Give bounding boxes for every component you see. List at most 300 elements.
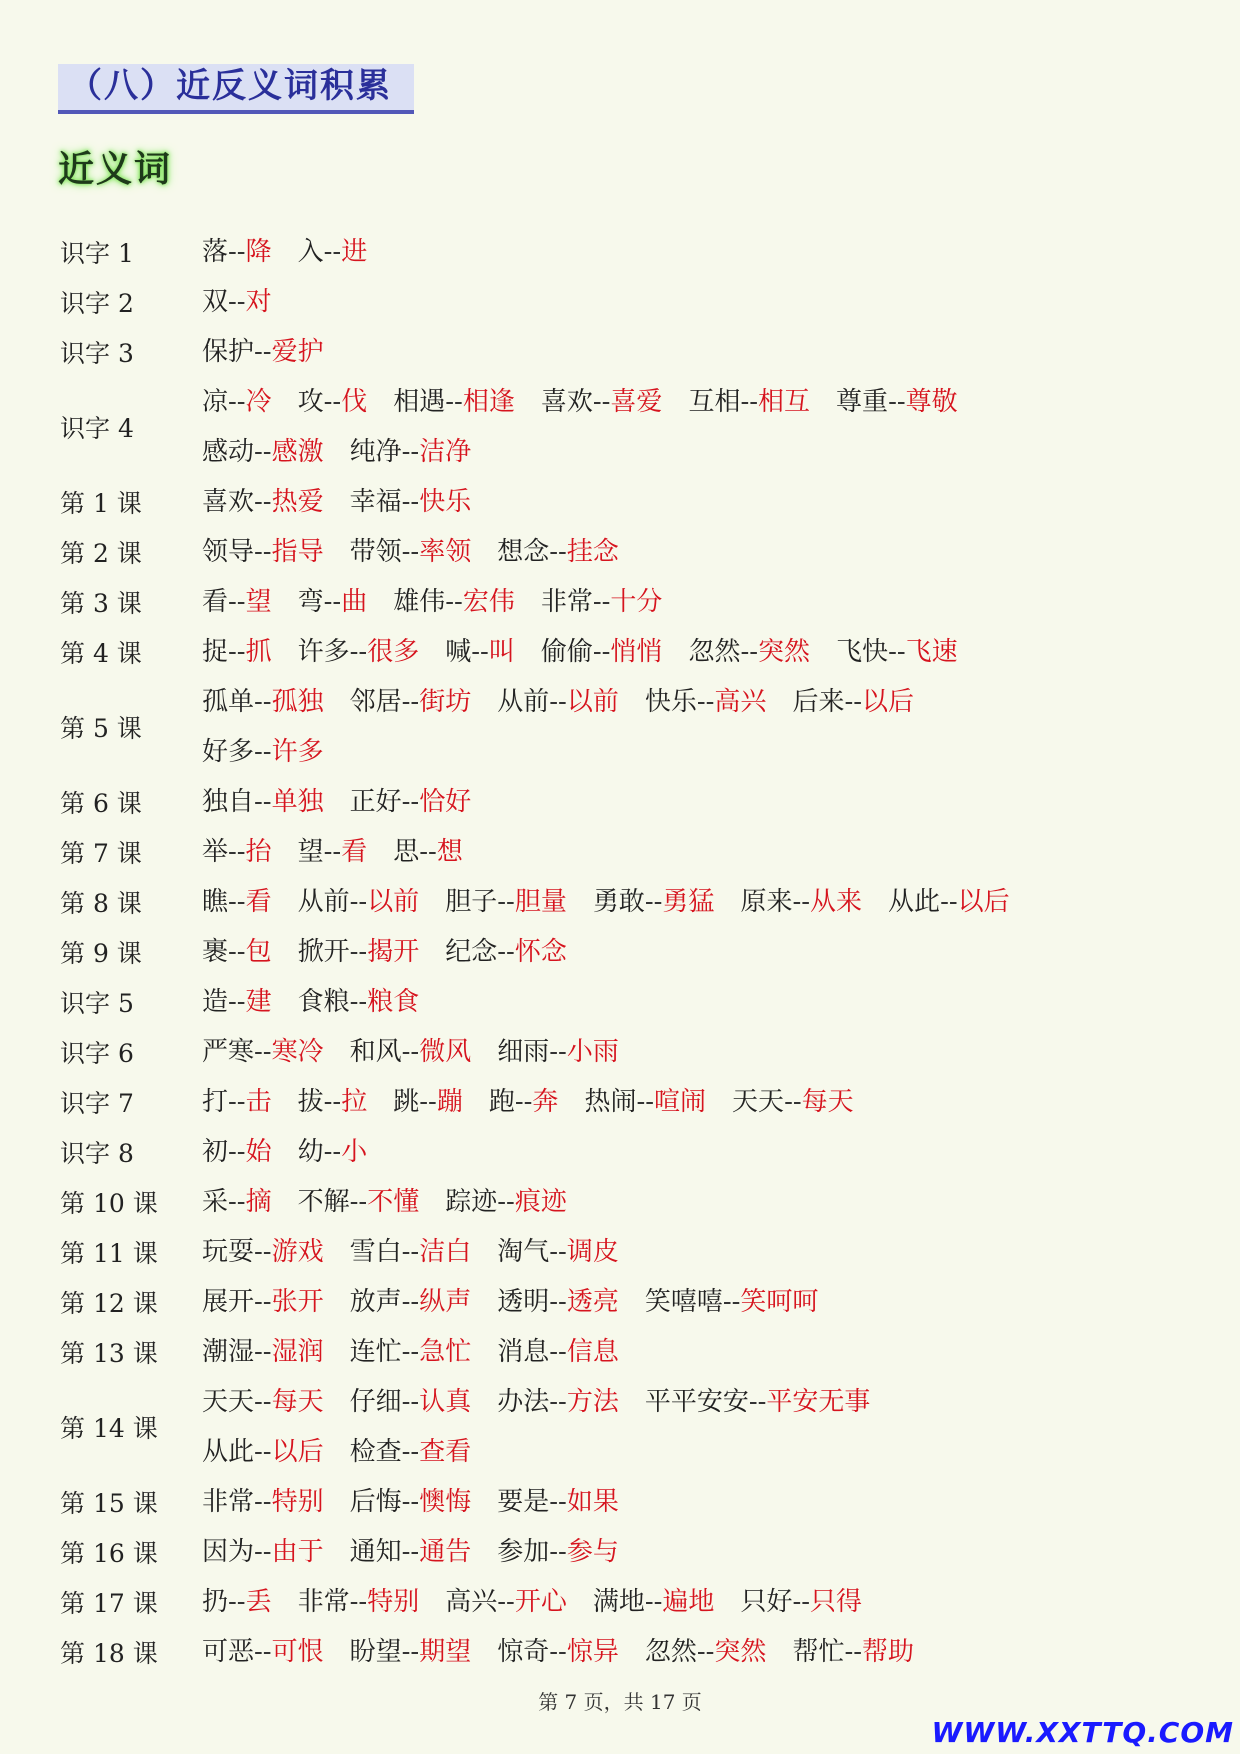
separator: -- [549,687,567,717]
separator: -- [349,1587,368,1617]
word: 从此 [202,1437,255,1467]
separator: -- [401,1637,420,1667]
lesson-label: 第 17 课 [60,1589,158,1618]
word: 裹 [202,937,229,967]
pair-line [202,877,1190,927]
synonym: 曲 [341,587,368,617]
separator: -- [254,437,272,467]
word: 喜欢 [202,487,255,517]
separator: -- [514,1087,533,1117]
synonym-pair [298,377,368,427]
word: 潮湿 [202,1337,255,1367]
synonym-pair [445,927,567,977]
lesson-label: 第 9 课 [60,939,142,968]
word-pairs [202,927,1190,977]
word-pairs [202,1077,1190,1127]
synonym: 游戏 [271,1237,324,1267]
word: 后悔 [349,1487,402,1517]
word: 正好 [349,787,402,817]
word-pairs [202,377,1190,477]
word: 忽然 [688,637,741,667]
synonym: 突然 [758,637,811,667]
word-pairs [202,1277,1190,1327]
word: 参加 [497,1537,550,1567]
lesson-row [60,627,1190,677]
lesson-label: 识字 7 [60,1089,134,1118]
synonym-pair [445,627,515,677]
separator: -- [401,487,420,517]
word: 从前 [497,687,550,717]
separator: -- [323,837,342,867]
synonym: 寒冷 [271,1037,324,1067]
separator: -- [254,1037,272,1067]
synonym: 望 [245,587,272,617]
pair-line [202,377,1190,427]
word: 透明 [497,1287,550,1317]
synonym: 看 [245,887,272,917]
lesson-row [60,677,1190,777]
separator: -- [549,537,567,567]
synonym-pair [202,577,272,627]
synonym: 指导 [271,537,324,567]
pair-line [202,1477,1190,1527]
synonym-pair [202,677,324,727]
synonym-pair [541,577,663,627]
separator: -- [228,1587,246,1617]
word-pairs [202,977,1190,1027]
separator: -- [254,1337,272,1367]
separator: -- [228,1087,246,1117]
synonym: 胆量 [514,887,567,917]
synonym-pair [202,1277,324,1327]
synonym-pair [298,627,420,677]
lesson-row [60,1527,1190,1577]
separator: -- [254,687,272,717]
word-pairs [202,1577,1190,1627]
word: 惊奇 [497,1637,550,1667]
synonym: 粮食 [367,987,420,1017]
separator: -- [228,987,246,1017]
synonym: 开心 [514,1587,567,1617]
word: 入 [297,237,324,267]
word: 好多 [202,737,255,767]
pair-line [202,1277,1190,1327]
pair-line [202,1377,1190,1427]
synonym: 抬 [245,837,272,867]
synonym: 懊悔 [419,1487,472,1517]
word-pairs [202,827,1190,877]
lesson-label: 第 5 课 [60,714,142,743]
synonym: 抓 [245,637,272,667]
separator: -- [740,387,759,417]
synonym: 突然 [714,1637,767,1667]
word: 打 [202,1087,229,1117]
separator: -- [228,1137,246,1167]
synonym: 摘 [245,1187,272,1217]
separator: -- [254,337,272,367]
synonym-pair [497,1477,619,1527]
synonym: 快乐 [419,487,472,517]
separator: -- [401,687,420,717]
synonym-pair [350,1627,472,1677]
word: 带领 [349,537,402,567]
lesson-row [60,1177,1190,1227]
synonym: 透亮 [566,1287,619,1317]
word: 要是 [497,1487,550,1517]
lesson-label: 第 4 课 [60,639,142,668]
synonym: 张开 [271,1287,324,1317]
synonym: 看 [341,837,368,867]
lesson-row [60,1277,1190,1327]
synonym: 不懂 [367,1187,420,1217]
word: 淘气 [497,1237,550,1267]
synonym: 悄悄 [610,637,663,667]
synonym-pair [202,377,272,427]
synonym-pair [298,1127,368,1177]
synonym-pair [593,877,715,927]
separator: -- [401,1037,420,1067]
synonym-pair [836,627,958,677]
word: 勇敢 [592,887,645,917]
separator: -- [592,387,611,417]
synonym: 笑呵呵 [740,1287,819,1317]
synonym: 平安无事 [766,1387,871,1417]
word: 扔 [202,1587,229,1617]
pair-line [202,627,1190,677]
synonym: 由于 [271,1537,324,1567]
synonym: 信息 [566,1337,619,1367]
synonym: 以前 [566,687,619,717]
synonym: 许多 [271,737,324,767]
synonym: 湿润 [271,1337,324,1367]
lesson-label: 第 8 课 [60,889,142,918]
synonym-pair [393,577,515,627]
word: 笑嘻嘻 [644,1287,723,1317]
word: 非常 [202,1487,255,1517]
separator: -- [696,687,715,717]
synonym-pair [202,327,324,377]
lesson-label: 识字 4 [60,414,134,443]
watermark-logo: WWW.XXTTQ.COM [931,1716,1234,1749]
synonym: 痕迹 [514,1187,567,1217]
synonym: 包 [245,937,272,967]
word-pairs [202,777,1190,827]
word: 通知 [349,1537,402,1567]
synonym-pair [298,827,368,877]
synonym-pair [202,727,324,777]
synonym: 相互 [758,387,811,417]
synonym: 想 [436,837,463,867]
separator: -- [445,387,463,417]
synonym-pair [541,627,663,677]
word: 喊 [445,637,472,667]
word: 平平安安 [644,1387,749,1417]
synonym-pair [298,227,368,277]
word: 跑 [488,1087,515,1117]
synonym-pair [593,1577,715,1627]
separator: -- [549,1037,567,1067]
word-pairs [202,1377,1190,1477]
word: 邻居 [349,687,402,717]
separator: -- [254,737,272,767]
synonym-pair [298,977,420,1027]
word: 纪念 [445,937,498,967]
synonym-pair [350,427,472,477]
synonym: 微风 [419,1037,472,1067]
word: 展开 [202,1287,255,1317]
word: 凉 [202,387,229,417]
pair-line [202,1527,1190,1577]
subtitle-synonyms: 近义词 [58,149,173,190]
synonym-pair [202,827,272,877]
lesson-row [60,1627,1190,1677]
separator: -- [419,1087,437,1117]
word: 望 [297,837,324,867]
separator: -- [349,987,368,1017]
synonym: 蹦 [436,1087,463,1117]
word: 连忙 [349,1337,402,1367]
separator: -- [401,1337,420,1367]
word: 严寒 [202,1037,255,1067]
synonym-pair [202,1377,324,1427]
synonym-pair [645,1627,767,1677]
synonym: 拉 [341,1087,368,1117]
separator: -- [401,437,420,467]
synonym-pair [740,877,862,927]
lesson-row [60,227,1190,277]
separator: -- [549,1337,567,1367]
synonym-list [60,227,1190,1677]
separator: -- [592,637,611,667]
synonym: 率领 [419,537,472,567]
lesson-label: 第 14 课 [60,1414,158,1443]
lesson-label: 识字 6 [60,1039,134,1068]
synonym-pair [497,1327,619,1377]
separator: -- [792,887,811,917]
synonym-pair [202,1327,324,1377]
word: 造 [202,987,229,1017]
word: 攻 [297,387,324,417]
lesson-row [60,1577,1190,1627]
synonym-pair [350,1027,472,1077]
synonym-pair [202,1127,272,1177]
synonym-pair [497,527,619,577]
lesson-label: 第 7 课 [60,839,142,868]
separator: -- [696,1637,715,1667]
synonym: 以后 [271,1437,324,1467]
word: 快乐 [644,687,697,717]
separator: -- [228,237,246,267]
separator: -- [549,1237,567,1267]
synonym: 丢 [245,1587,272,1617]
separator: -- [401,1537,420,1567]
word: 幼 [297,1137,324,1167]
separator: -- [784,1087,802,1117]
synonym: 建 [245,987,272,1017]
synonym: 热爱 [271,487,324,517]
word: 捉 [202,637,229,667]
synonym: 特别 [271,1487,324,1517]
lesson-label: 第 3 课 [60,589,142,618]
synonym: 孤独 [271,687,324,717]
word: 拔 [297,1087,324,1117]
pair-line [202,1177,1190,1227]
lesson-row [60,877,1190,927]
separator: -- [844,1637,863,1667]
synonym-pair [202,1627,324,1677]
separator: -- [401,1287,420,1317]
word-pairs [202,577,1190,627]
synonym: 调皮 [566,1237,619,1267]
synonym-pair [350,1277,472,1327]
synonym-pair [202,227,272,277]
synonym: 击 [245,1087,272,1117]
synonym: 惊异 [566,1637,619,1667]
lesson-row [60,1377,1190,1477]
synonym: 恰好 [419,787,472,817]
synonym-pair [445,1577,567,1627]
word: 领导 [202,537,255,567]
separator: -- [549,1387,567,1417]
word: 非常 [297,1587,350,1617]
word: 办法 [497,1387,550,1417]
synonym: 叫 [488,637,515,667]
word: 喜欢 [540,387,593,417]
separator: -- [254,1637,272,1667]
separator: -- [471,637,489,667]
separator: -- [228,1187,246,1217]
separator: -- [888,637,906,667]
synonym-pair [732,1077,854,1127]
word: 高兴 [445,1587,498,1617]
word: 偷偷 [540,637,593,667]
synonym: 十分 [610,587,663,617]
lesson-row [60,1477,1190,1527]
lesson-row [60,1027,1190,1077]
synonym-pair [445,1177,567,1227]
pair-line [202,477,1190,527]
lesson-label: 第 16 课 [60,1539,158,1568]
word: 飞快 [836,637,889,667]
separator: -- [722,1287,741,1317]
word: 感动 [202,437,255,467]
word: 初 [202,1137,229,1167]
word: 掀开 [297,937,350,967]
word: 满地 [592,1587,645,1617]
synonym-pair [350,1527,472,1577]
synonym: 喜爱 [610,387,663,417]
separator: -- [323,237,342,267]
separator: -- [644,1587,663,1617]
synonym-pair [350,777,472,827]
separator: -- [748,1387,767,1417]
pair-line [202,1577,1190,1627]
word: 盼望 [349,1637,402,1667]
synonym: 感激 [271,437,324,467]
pair-line [202,277,1190,327]
lesson-row [60,977,1190,1027]
synonym-pair [350,1327,472,1377]
synonym-pair [350,1377,472,1427]
synonym-pair [202,1427,324,1477]
synonym-pair [497,1277,619,1327]
separator: -- [228,937,246,967]
synonym-pair [497,1627,619,1677]
word: 玩耍 [202,1237,255,1267]
synonym-pair [350,1427,472,1477]
word-pairs [202,277,1190,327]
synonym: 飞速 [905,637,958,667]
synonym-pair [350,1227,472,1277]
synonym: 查看 [419,1437,472,1467]
pair-line [202,1427,1190,1477]
word: 幸福 [349,487,402,517]
separator: -- [792,1587,811,1617]
pair-line [202,1027,1190,1077]
synonym: 可恨 [271,1637,324,1667]
pair-line [202,577,1190,627]
word-pairs [202,227,1190,277]
separator: -- [401,1237,420,1267]
pair-line [202,1627,1190,1677]
separator: -- [888,387,906,417]
synonym: 始 [245,1137,272,1167]
synonym-pair [497,1027,619,1077]
synonym-pair [645,677,767,727]
separator: -- [497,887,515,917]
pair-line [202,527,1190,577]
lesson-row [60,577,1190,627]
word-pairs [202,1627,1190,1677]
pair-line [202,1077,1190,1127]
synonym-pair [393,1077,463,1127]
synonym-pair [298,877,420,927]
separator: -- [401,1437,420,1467]
separator: -- [254,1437,272,1467]
word: 和风 [349,1037,402,1067]
lesson-label: 第 18 课 [60,1639,158,1668]
separator: -- [497,1187,515,1217]
synonym: 挂念 [566,537,619,567]
synonym-pair [497,1377,619,1427]
word: 纯净 [349,437,402,467]
pair-line [202,1227,1190,1277]
synonym: 进 [341,237,368,267]
synonym: 降 [245,237,272,267]
lesson-label: 第 11 课 [60,1239,158,1268]
synonym-pair [541,377,663,427]
word: 弯 [297,587,324,617]
synonym-pair [202,1227,324,1277]
word: 天天 [732,1087,785,1117]
synonym: 方法 [566,1387,619,1417]
synonym-pair [202,1527,324,1577]
pair-line [202,977,1190,1027]
synonym-pair [298,1077,368,1127]
word: 孤单 [202,687,255,717]
word: 跳 [393,1087,420,1117]
separator: -- [323,387,342,417]
separator: -- [549,1637,567,1667]
synonym-pair [836,377,958,427]
pair-line [202,727,1190,777]
word-pairs [202,1327,1190,1377]
separator: -- [254,787,272,817]
synonym-pair [350,477,472,527]
lesson-label: 第 2 课 [60,539,142,568]
synonym-pair [202,427,324,477]
separator: -- [228,637,246,667]
